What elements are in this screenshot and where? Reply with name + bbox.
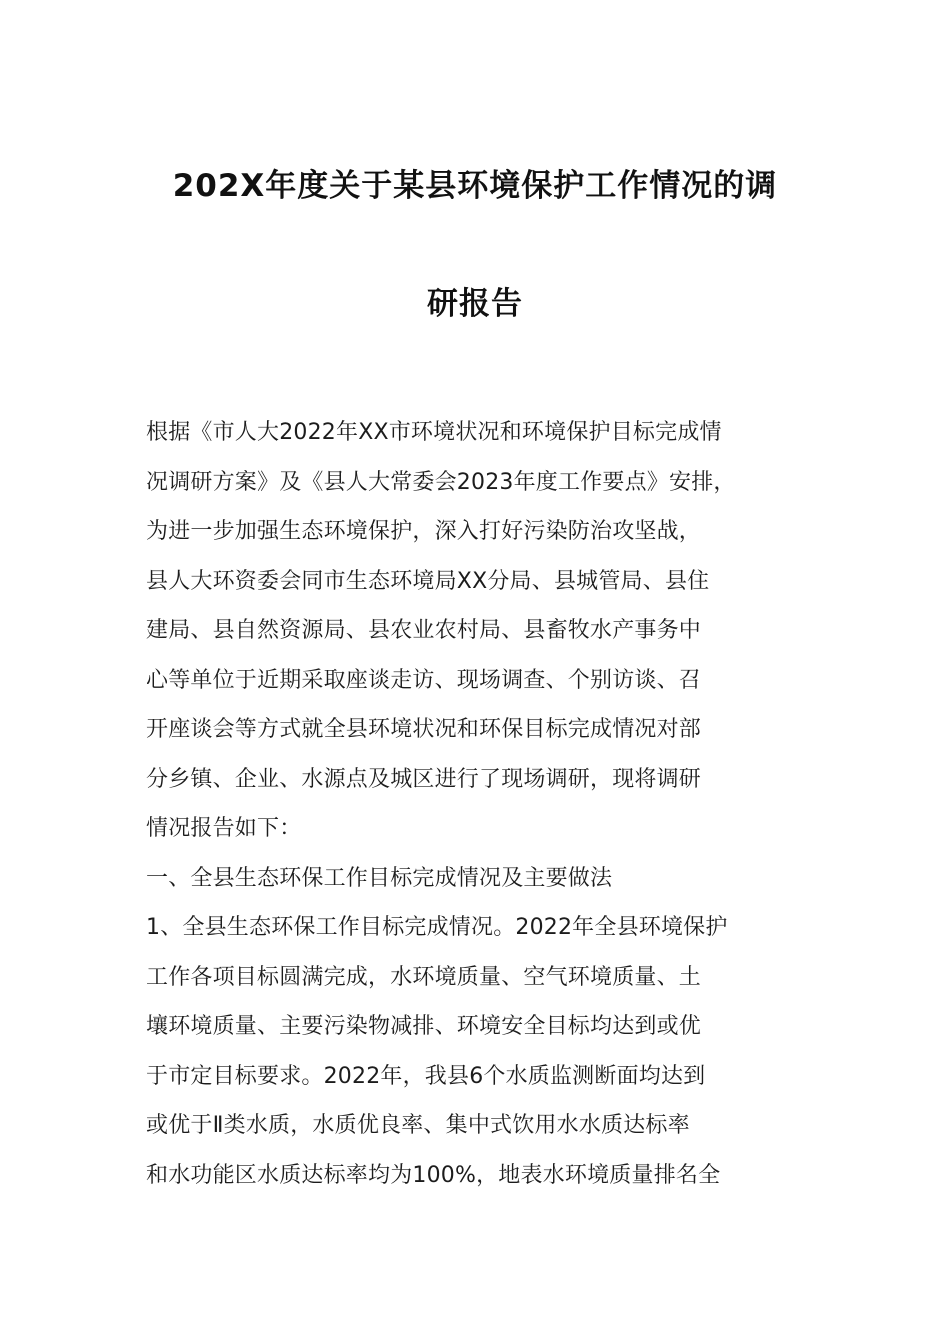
body-line: 建局、县自然资源局、县农业农村局、县畜牧水产事务中 bbox=[146, 618, 702, 643]
body-line: 于市定目标要求。2022年，我县6个水质监测断面均达到 bbox=[146, 1063, 706, 1089]
body-line: 或优于Ⅱ类水质，水质优良率、集中式饮用水水质达标率 bbox=[146, 1113, 690, 1138]
body-line: 县人大环资委会同市生态环境局XX分局、县城管局、县住 bbox=[146, 568, 710, 594]
body-line: 心等单位于近期采取座谈走访、现场调查、个别访谈、召 bbox=[146, 667, 702, 693]
document-title-line-2: 研报告 bbox=[427, 286, 523, 322]
body-line: 工作各项目标圆满完成，水环境质量、空气环境质量、土 bbox=[146, 964, 702, 990]
body-line: 况调研方案》及《县人大常委会2023年度工作要点》安排， bbox=[146, 469, 736, 495]
body-line: 1、全县生态环保工作目标完成情况。2022年全县环境保护 bbox=[146, 915, 728, 940]
body-line: 和水功能区水质达标率均为100%，地表水环境质量排名全 bbox=[146, 1162, 721, 1188]
document-body bbox=[146, 408, 811, 1200]
body-line: 情况报告如下： bbox=[146, 816, 302, 841]
body-line: 开座谈会等方式就全县环境状况和环保目标完成情况对部 bbox=[146, 717, 702, 742]
section-heading: 一、全县生态环保工作目标完成情况及主要做法 bbox=[146, 865, 613, 891]
body-line: 根据《市人大2022年XX市环境状况和环境保护目标完成情 bbox=[146, 420, 722, 445]
body-line: 壤环境质量、主要污染物减排、环境安全目标均达到或优 bbox=[146, 1014, 702, 1039]
body-line: 为进一步加强生态环境保护，深入打好污染防治攻坚战， bbox=[146, 519, 702, 544]
document-title-line-1: 202X年度关于某县环境保护工作情况的调 bbox=[172, 168, 778, 204]
body-line: 分乡镇、企业、水源点及城区进行了现场调研，现将调研 bbox=[146, 766, 702, 792]
